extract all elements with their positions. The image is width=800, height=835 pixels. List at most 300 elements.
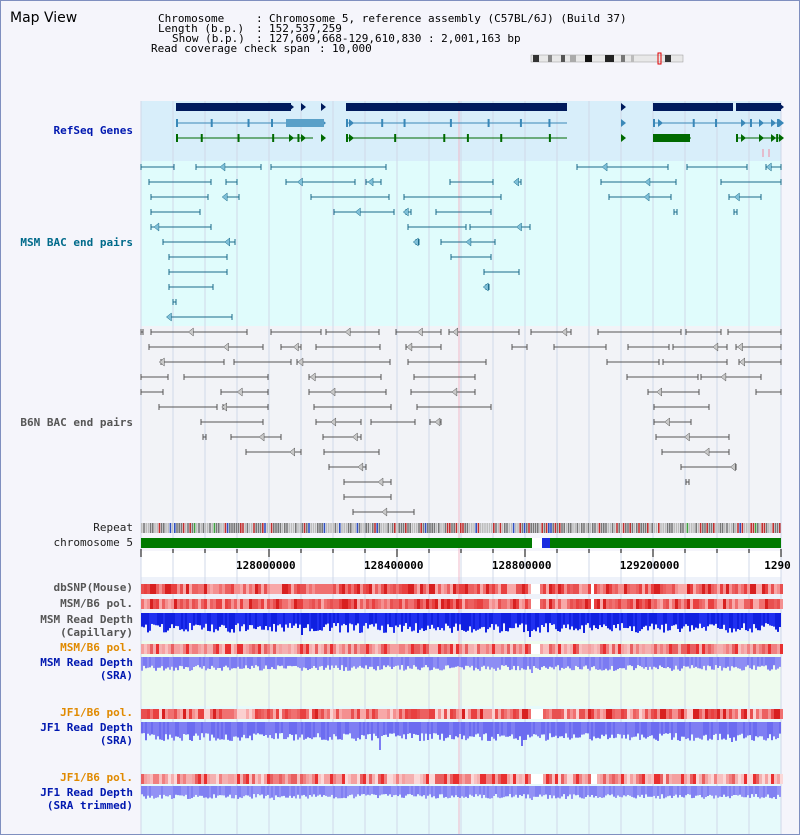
polymorphism-cell: [543, 599, 546, 609]
polymorphism-cell: [486, 599, 489, 609]
read-depth-bar: [349, 657, 351, 671]
polymorphism-cell: [702, 644, 705, 654]
ideogram-band: [561, 55, 565, 62]
polymorphism-cell: [216, 584, 219, 594]
read-depth-bar: [441, 722, 443, 734]
polymorphism-cell: [549, 584, 552, 594]
read-depth-bar: [767, 786, 769, 794]
polymorphism-cell: [513, 644, 516, 654]
polymorphism-cell: [207, 644, 210, 654]
polymorphism-cell: [432, 599, 435, 609]
read-depth-bar: [395, 613, 397, 626]
polymorphism-cell: [156, 709, 159, 719]
polymorphism-cell: [348, 709, 351, 719]
read-depth-bar: [333, 786, 335, 798]
read-depth-bar: [259, 786, 261, 795]
read-depth-bar: [379, 657, 381, 670]
read-depth-bar: [725, 613, 727, 630]
read-depth-bar: [777, 613, 779, 632]
repeat-element: [684, 523, 686, 533]
polymorphism-cell: [675, 584, 678, 594]
polymorphism-cell: [255, 584, 258, 594]
read-depth-bar: [409, 657, 411, 668]
polymorphism-cell: [540, 584, 543, 594]
read-depth-bar: [447, 613, 449, 626]
polymorphism-cell: [723, 709, 726, 719]
polymorphism-cell: [348, 774, 351, 784]
polymorphism-cell: [624, 599, 627, 609]
read-depth-bar: [231, 657, 233, 669]
repeat-element: [583, 523, 585, 533]
repeat-element: [471, 523, 473, 533]
read-depth-bar: [685, 613, 687, 624]
read-depth-bar: [323, 786, 325, 795]
repeat-element: [148, 523, 150, 533]
read-depth-bar: [249, 613, 251, 625]
polymorphism-cell: [606, 599, 609, 609]
gene-exon: [653, 119, 655, 127]
read-depth-bar: [547, 786, 549, 799]
read-depth-bar: [431, 786, 433, 797]
polymorphism-cell: [159, 774, 162, 784]
read-depth-bar: [501, 613, 503, 631]
read-depth-bar: [333, 657, 335, 668]
read-depth-bar: [637, 722, 639, 733]
read-depth-bar: [435, 786, 437, 798]
polymorphism-cell: [663, 584, 666, 594]
read-depth-bar: [689, 722, 691, 740]
read-depth-bar: [321, 722, 323, 740]
repeat-element: [209, 523, 211, 533]
read-depth-bar: [163, 613, 165, 632]
polymorphism-cell: [585, 774, 588, 784]
read-depth-bar: [287, 657, 289, 666]
repeat-element: [557, 523, 559, 533]
read-depth-bar: [367, 722, 369, 734]
repeat-element: [365, 523, 367, 533]
polymorphism-cell: [582, 709, 585, 719]
repeat-element: [372, 523, 374, 533]
read-depth-bar: [445, 613, 447, 624]
repeat-element: [310, 523, 312, 533]
read-depth-bar: [453, 613, 455, 627]
read-depth-bar: [153, 786, 155, 799]
read-depth-bar: [533, 786, 535, 797]
read-depth-bar: [733, 786, 735, 795]
read-depth-bar: [503, 613, 505, 623]
read-depth-bar: [559, 613, 561, 632]
read-depth-bar: [365, 722, 367, 739]
read-depth-bar: [467, 613, 469, 631]
polymorphism-cell: [417, 584, 420, 594]
read-depth-bar: [361, 786, 363, 794]
read-depth-bar: [767, 657, 769, 670]
read-depth-bar: [641, 722, 643, 735]
polymorphism-cell: [738, 774, 741, 784]
read-depth-bar: [311, 657, 313, 668]
polymorphism-cell: [351, 709, 354, 719]
read-depth-bar: [683, 722, 685, 737]
read-depth-bar: [561, 786, 563, 796]
read-depth-bar: [437, 613, 439, 627]
read-depth-bar: [751, 786, 753, 794]
polymorphism-cell: [732, 774, 735, 784]
read-depth-bar: [467, 657, 469, 666]
polymorphism-cell: [366, 599, 369, 609]
polymorphism-cell: [318, 584, 321, 594]
read-depth-bar: [167, 722, 169, 739]
repeat-element: [709, 523, 711, 533]
track-label-chromosome: chromosome 5: [53, 536, 133, 549]
polymorphism-cell: [579, 599, 582, 609]
read-depth-bar: [701, 657, 703, 669]
polymorphism-cell: [396, 644, 399, 654]
repeat-element: [429, 523, 431, 533]
polymorphism-cell: [450, 599, 453, 609]
read-depth-bar: [481, 613, 483, 627]
polymorphism-cell: [597, 774, 600, 784]
read-depth-bar: [443, 657, 445, 669]
read-depth-bar: [557, 722, 559, 738]
polymorphism-cell: [480, 644, 483, 654]
read-depth-bar: [745, 657, 747, 667]
read-depth-bar: [395, 722, 397, 736]
read-depth-bar: [471, 657, 473, 666]
read-depth-bar: [595, 786, 597, 796]
read-depth-bar: [673, 657, 675, 670]
repeat-element: [775, 523, 777, 533]
polymorphism-cell: [177, 644, 180, 654]
polymorphism-cell: [348, 584, 351, 594]
polymorphism-cell: [660, 644, 663, 654]
polymorphism-cell: [312, 584, 315, 594]
read-depth-bar: [583, 613, 585, 633]
read-depth-bar: [281, 613, 283, 628]
repeat-element: [687, 523, 689, 533]
read-depth-bar: [735, 786, 737, 795]
repeat-element: [460, 523, 462, 533]
read-depth-bar: [391, 613, 393, 627]
read-depth-bar: [187, 613, 189, 631]
polymorphism-cell: [171, 644, 174, 654]
read-depth-bar: [609, 722, 611, 738]
polymorphism-cell: [672, 774, 675, 784]
polymorphism-cell: [459, 644, 462, 654]
read-depth-bar: [437, 786, 439, 798]
polymorphism-cell: [315, 644, 318, 654]
polymorphism-cell: [495, 774, 498, 784]
read-depth-bar: [743, 722, 745, 738]
read-depth-bar: [251, 786, 253, 799]
read-depth-bar: [569, 722, 571, 740]
read-depth-bar: [267, 657, 269, 669]
read-depth-bar: [729, 613, 731, 628]
polymorphism-cell: [405, 644, 408, 654]
polymorphism-cell: [399, 774, 402, 784]
read-depth-bar: [491, 722, 493, 737]
polymorphism-cell: [426, 644, 429, 654]
repeat-element: [753, 523, 755, 533]
read-depth-bar: [459, 722, 461, 734]
read-depth-bar: [405, 786, 407, 796]
read-depth-bar: [765, 613, 767, 623]
polymorphism-cell: [243, 584, 246, 594]
read-depth-bar: [659, 786, 661, 799]
polymorphism-cell: [180, 584, 183, 594]
read-depth-bar: [175, 613, 177, 626]
read-depth-bar: [475, 786, 477, 794]
polymorphism-cell: [780, 709, 783, 719]
read-depth-bar: [303, 722, 305, 740]
polymorphism-cell: [609, 599, 612, 609]
polymorphism-cell: [348, 644, 351, 654]
polymorphism-cell: [288, 709, 291, 719]
polymorphism-cell: [546, 584, 549, 594]
polymorphism-cell: [669, 644, 672, 654]
polymorphism-cell: [711, 644, 714, 654]
read-depth-bar: [401, 786, 403, 798]
read-depth-bar: [581, 613, 583, 625]
repeat-element: [449, 523, 451, 533]
read-depth-bar: [253, 613, 255, 629]
polymorphism-cell: [450, 709, 453, 719]
polymorphism-cell: [207, 584, 210, 594]
polymorphism-cell: [366, 709, 369, 719]
polymorphism-cell: [687, 774, 690, 784]
repeat-element: [317, 523, 319, 533]
read-depth-bar: [277, 657, 279, 665]
repeat-element: [588, 523, 590, 533]
repeat-element: [669, 523, 671, 533]
polymorphism-cell: [195, 584, 198, 594]
polymorphism-cell: [387, 599, 390, 609]
polymorphism-cell: [387, 709, 390, 719]
read-depth-bar: [559, 722, 561, 736]
read-depth-bar: [755, 657, 757, 670]
read-depth-bar: [485, 657, 487, 669]
read-depth-bar: [173, 786, 175, 798]
read-depth-bar: [347, 613, 349, 632]
read-depth-bar: [641, 657, 643, 667]
polymorphism-cell: [300, 599, 303, 609]
polymorphism-cell: [573, 584, 576, 594]
read-depth-bar: [605, 613, 607, 626]
read-depth-bar: [295, 657, 297, 666]
polymorphism-cell: [762, 774, 765, 784]
polymorphism-cell: [633, 774, 636, 784]
polymorphism-cell: [627, 709, 630, 719]
repeat-element: [768, 523, 770, 533]
read-depth-bar: [715, 613, 717, 624]
read-depth-bar: [687, 722, 689, 738]
polymorphism-cell: [291, 584, 294, 594]
polymorphism-cell: [696, 774, 699, 784]
read-depth-bar: [245, 613, 247, 631]
read-depth-bar: [207, 722, 209, 734]
polymorphism-cell: [405, 774, 408, 784]
read-depth-bar: [293, 613, 295, 626]
polymorphism-cell: [747, 774, 750, 784]
read-depth-bar: [653, 613, 655, 629]
polymorphism-cell: [381, 774, 384, 784]
read-depth-bar: [613, 786, 615, 797]
polymorphism-cell: [240, 774, 243, 784]
read-depth-bar: [763, 657, 765, 666]
polymorphism-cell: [534, 774, 537, 784]
read-depth-bar: [451, 786, 453, 796]
polymorphism-cell: [540, 599, 543, 609]
read-depth-bar: [213, 722, 215, 738]
read-depth-bar: [219, 657, 221, 668]
polymorphism-cell: [498, 599, 501, 609]
read-depth-bar: [167, 613, 169, 631]
polymorphism-cell: [153, 709, 156, 719]
polymorphism-cell: [525, 709, 528, 719]
read-depth-bar: [657, 722, 659, 741]
polymorphism-cell: [201, 709, 204, 719]
repeat-element: [539, 523, 541, 533]
read-depth-bar: [581, 786, 583, 798]
polymorphism-cell: [192, 774, 195, 784]
read-depth-bar: [715, 657, 717, 665]
read-depth-bar: [521, 613, 523, 623]
repeat-element: [302, 523, 304, 533]
read-depth-bar: [483, 613, 485, 627]
read-depth-bar: [251, 613, 253, 625]
polymorphism-cell: [144, 599, 147, 609]
polymorphism-cell: [486, 774, 489, 784]
repeat-element: [236, 523, 238, 533]
polymorphism-cell: [159, 584, 162, 594]
read-depth-bar: [489, 722, 491, 741]
read-depth-bar: [345, 657, 347, 667]
polymorphism-cell: [192, 644, 195, 654]
read-depth-bar: [201, 613, 203, 629]
repeat-element: [629, 523, 631, 533]
polymorphism-cell: [501, 709, 504, 719]
repeat-element: [717, 523, 719, 533]
read-depth-bar: [727, 786, 729, 796]
read-depth-bar: [529, 613, 531, 637]
repeat-element: [321, 523, 323, 533]
read-depth-bar: [543, 613, 545, 627]
read-depth-bar: [373, 613, 375, 627]
polymorphism-cell: [768, 774, 771, 784]
read-depth-bar: [193, 613, 195, 626]
polymorphism-cell: [258, 774, 261, 784]
read-depth-bar: [203, 657, 205, 666]
polymorphism-cell: [186, 774, 189, 784]
polymorphism-cell: [510, 709, 513, 719]
polymorphism-cell: [753, 644, 756, 654]
read-depth-bar: [467, 722, 469, 738]
polymorphism-cell: [390, 644, 393, 654]
polymorphism-cell: [378, 584, 381, 594]
repeat-element: [291, 523, 293, 533]
read-depth-bar: [199, 786, 201, 796]
read-depth-bar: [721, 657, 723, 671]
read-depth-bar: [513, 786, 515, 796]
polymorphism-cell: [423, 709, 426, 719]
repeat-element: [680, 523, 682, 533]
read-depth-bar: [577, 657, 579, 667]
read-depth-bar: [179, 613, 181, 630]
read-depth-bar: [415, 657, 417, 667]
polymorphism-cell: [600, 584, 603, 594]
read-depth-bar: [589, 786, 591, 797]
polymorphism-cell: [558, 584, 561, 594]
polymorphism-cell: [189, 584, 192, 594]
polymorphism-cell: [309, 584, 312, 594]
read-depth-bar: [617, 657, 619, 669]
polymorphism-cell: [741, 599, 744, 609]
polymorphism-cell: [615, 774, 618, 784]
read-depth-bar: [531, 786, 533, 800]
polymorphism-cell: [636, 599, 639, 609]
polymorphism-cell: [213, 644, 216, 654]
repeat-element: [275, 523, 277, 533]
repeat-element: [282, 523, 284, 533]
polymorphism-cell: [192, 584, 195, 594]
repeat-element: [478, 523, 480, 533]
read-depth-bar: [427, 657, 429, 667]
polymorphism-cell: [729, 709, 732, 719]
read-depth-bar: [657, 613, 659, 628]
polymorphism-cell: [522, 584, 525, 594]
read-depth-bar: [147, 657, 149, 668]
read-depth-bar: [185, 613, 187, 629]
read-depth-bar: [551, 657, 553, 667]
polymorphism-cell: [519, 584, 522, 594]
polymorphism-cell: [246, 774, 249, 784]
read-depth-bar: [601, 786, 603, 798]
polymorphism-cell: [663, 644, 666, 654]
polymorphism-cell: [402, 584, 405, 594]
read-depth-bar: [699, 613, 701, 624]
read-depth-bar: [615, 613, 617, 628]
read-depth-bar: [191, 613, 193, 630]
polymorphism-cell: [369, 599, 372, 609]
read-depth-bar: [277, 613, 279, 625]
polymorphism-cell: [645, 584, 648, 594]
gene-exon: [297, 134, 299, 142]
read-depth-bar: [433, 657, 435, 667]
polymorphism-cell: [366, 584, 369, 594]
repeat-element: [346, 523, 348, 533]
read-depth-bar: [699, 657, 701, 668]
gene-exon: [176, 119, 178, 127]
repeat-element: [185, 523, 187, 533]
read-depth-bar: [273, 613, 275, 624]
read-depth-bar: [411, 786, 413, 795]
polymorphism-cell: [417, 709, 420, 719]
read-depth-bar: [675, 722, 677, 733]
polymorphism-cell: [459, 774, 462, 784]
read-depth-bar: [413, 613, 415, 631]
polymorphism-cell: [351, 584, 354, 594]
repeat-element: [163, 523, 165, 533]
repeat-element: [533, 523, 535, 533]
repeat-element: [214, 523, 216, 533]
read-depth-bar: [305, 722, 307, 739]
track-label-jf1-depth-sra-sub: (SRA): [99, 734, 133, 747]
read-depth-bar: [573, 722, 575, 734]
read-depth-bar: [237, 657, 239, 667]
polymorphism-cell: [198, 599, 201, 609]
polymorphism-cell: [426, 774, 429, 784]
read-depth-bar: [485, 722, 487, 733]
read-depth-bar: [639, 722, 641, 740]
